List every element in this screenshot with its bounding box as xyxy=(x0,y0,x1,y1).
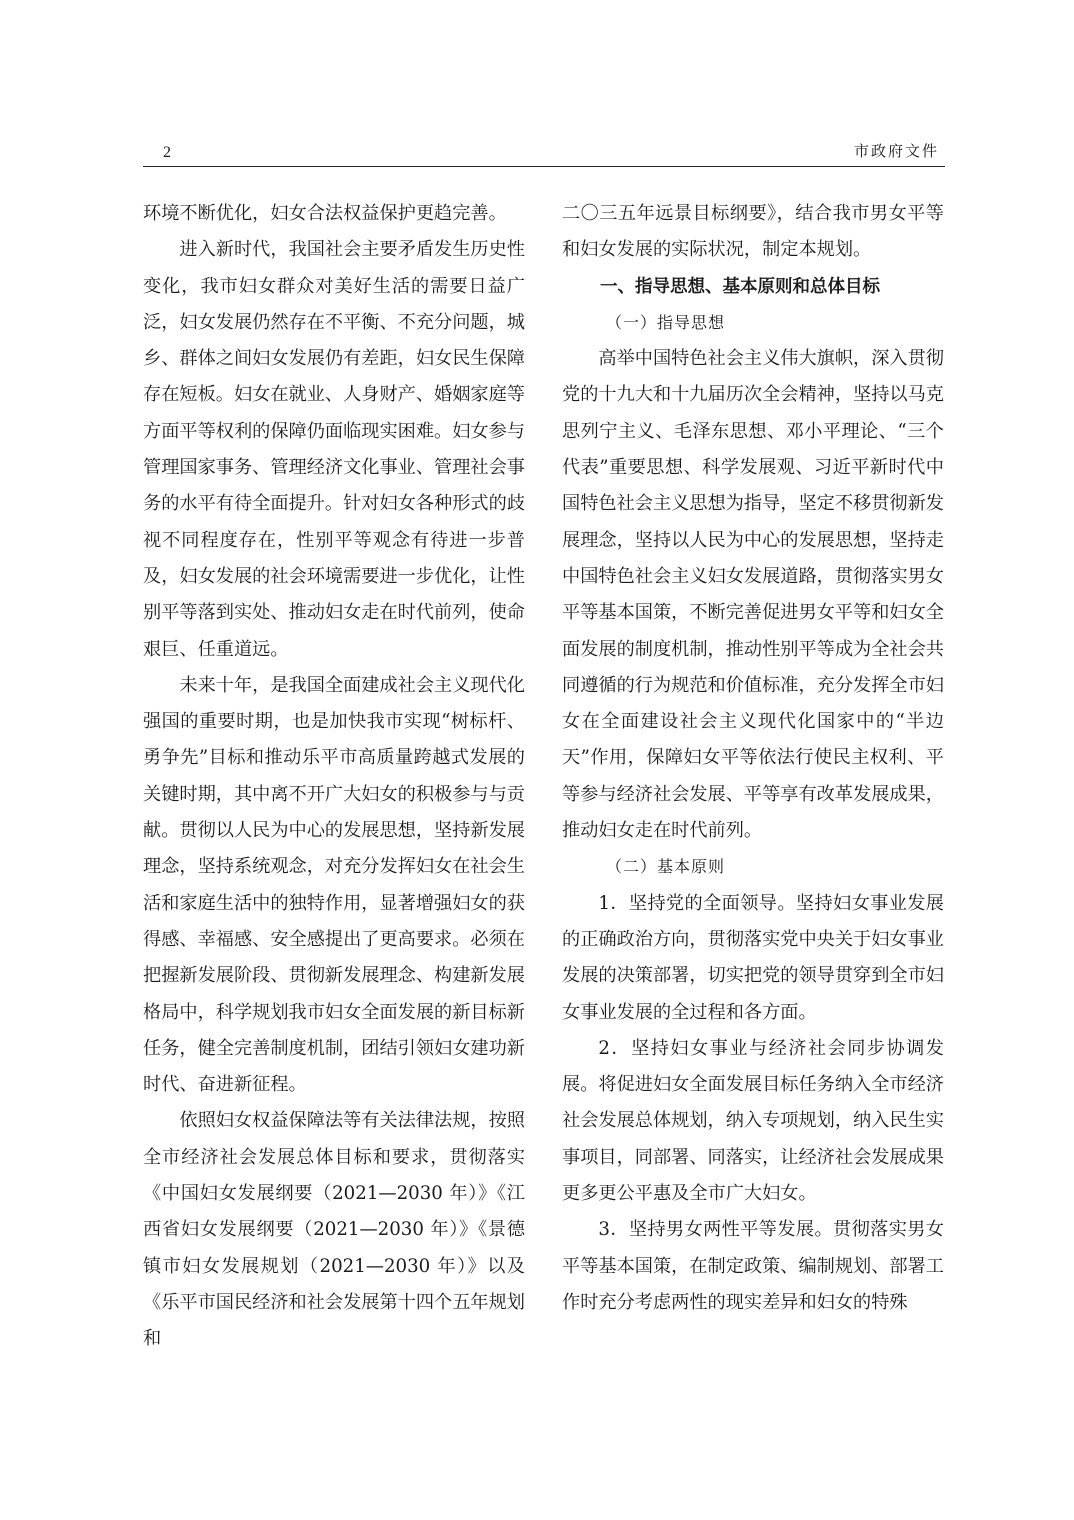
principle-2: 2．坚持妇女事业与经济社会同步协调发展。将促进妇女全面发展目标任务纳入全市经济社会发展总体规划，纳入专项规划，纳入民生实事项目，同部署、同落实，让经济社会发展成果更多更公平惠及全市广大妇女。 xyxy=(562,1037,944,1205)
page-header xyxy=(143,140,945,167)
paragraph-legal-basis: 依照妇女权益保障法等有关法律法规，按照全市经济社会发展总体目标和要求，贯彻落实《中国妇女发展纲要（2021—2030 年）》《江西省妇女发展纲要（2021—2030 年）》《景德镇市妇女发展规划（2021—2030 年）》以及《乐平市国民经济和社会发展第十四个五年规划和 xyxy=(143,1110,525,1350)
document-source-title: 市政府文件 xyxy=(853,142,939,160)
principle-1: 1．坚持党的全面领导。坚持妇女事业发展的正确政治方向，贯彻落实党中央关于妇女事业发展的决策部署，切实把党的领导贯穿到全市妇女事业发展的全过程和各方面。 xyxy=(562,892,944,1023)
paragraph-new-era: 进入新时代，我国社会主要矛盾发生历史性变化，我市妇女群众对美好生活的需要日益广泛，妇女发展仍然存在不平衡、不充分问题，城乡、群体之间妇女发展仍有差距，妇女民生保障存在短板。妇女在就业、人身财产、婚姻家庭等方面平等权利的保障仍面临现实困难。妇女参与管理国家事务、管理经济文化事业、管理社会事务的水平有待全面提升。针对妇女各种形式的歧视不同程度存在，性别平等观念有待进一步普及，妇女发展的社会环境需要进一步优化，让性别平等落到实处、推动妇女走在时代前列，使命艰巨、任重道远。 xyxy=(143,239,525,660)
page-number: 2 xyxy=(163,144,171,161)
paragraph-continuation: 环境不断优化，妇女合法权益保护更趋完善。 xyxy=(143,203,507,224)
subsection-heading-basic-principles: （二）基本原则 xyxy=(606,857,726,877)
right-text-column xyxy=(562,196,944,1321)
paragraph-plan-intro: 二〇三五年远景目标纲要》，结合我市男女平等和妇女发展的实际状况，制定本规划。 xyxy=(562,203,944,261)
paragraph-guiding-ideology: 高举中国特色社会主义伟大旗帜，深入贯彻党的十九大和十九届历次全会精神，坚持以马克思列宁主义、毛泽东思想、邓小平理论、“三个代表”重要思想、科学发展观、习近平新时代中国特色社会主义思想为指导，坚定不移贯彻新发展理念，坚持以人民为中心的发展思想，坚持走中国特色社会主义妇女发展道路，贯彻落实男女平等基本国策，不断完善促进男女平等和妇女全面发展的制度机制，推动性别平等成为全社会共同遵循的行为规范和价值标准，充分发挥全市妇女在全面建设社会主义现代化国家中的“半边天”作用，保障妇女平等依法行使民主权利、平等参与经济社会发展、平等享有改革发展成果，推动妇女走在时代前列。 xyxy=(562,348,944,842)
left-text-column xyxy=(143,196,525,1358)
section-heading: 一、指导思想、基本原则和总体目标 xyxy=(600,276,880,297)
subsection-heading-guiding-ideology: （一）指导思想 xyxy=(606,312,726,332)
principle-3: 3．坚持男女两性平等发展。贯彻落实男女平等基本国策，在制定政策、编制规划、部署工作时充分考虑两性的现实差异和妇女的特殊 xyxy=(562,1219,944,1313)
paragraph-next-decade: 未来十年，是我国全面建成社会主义现代化强国的重要时期，也是加快我市实现“树标杆、勇争先”目标和推动乐平市高质量跨越式发展的关键时期，其中离不开广大妇女的积极参与与贡献。贯彻以人民为中心的发展思想，坚持新发展理念，坚持系统观念，对充分发挥妇女在社会生活和家庭生活中的独特作用，显著增强妇女的获得感、幸福感、安全感提出了更高要求。必须在把握新发展阶段、贯彻新发展理念、构建新发展格局中，科学规划我市妇女全面发展的新目标新任务，健全完善制度机制，团结引领妇女建功新时代、奋进新征程。 xyxy=(143,674,525,1096)
